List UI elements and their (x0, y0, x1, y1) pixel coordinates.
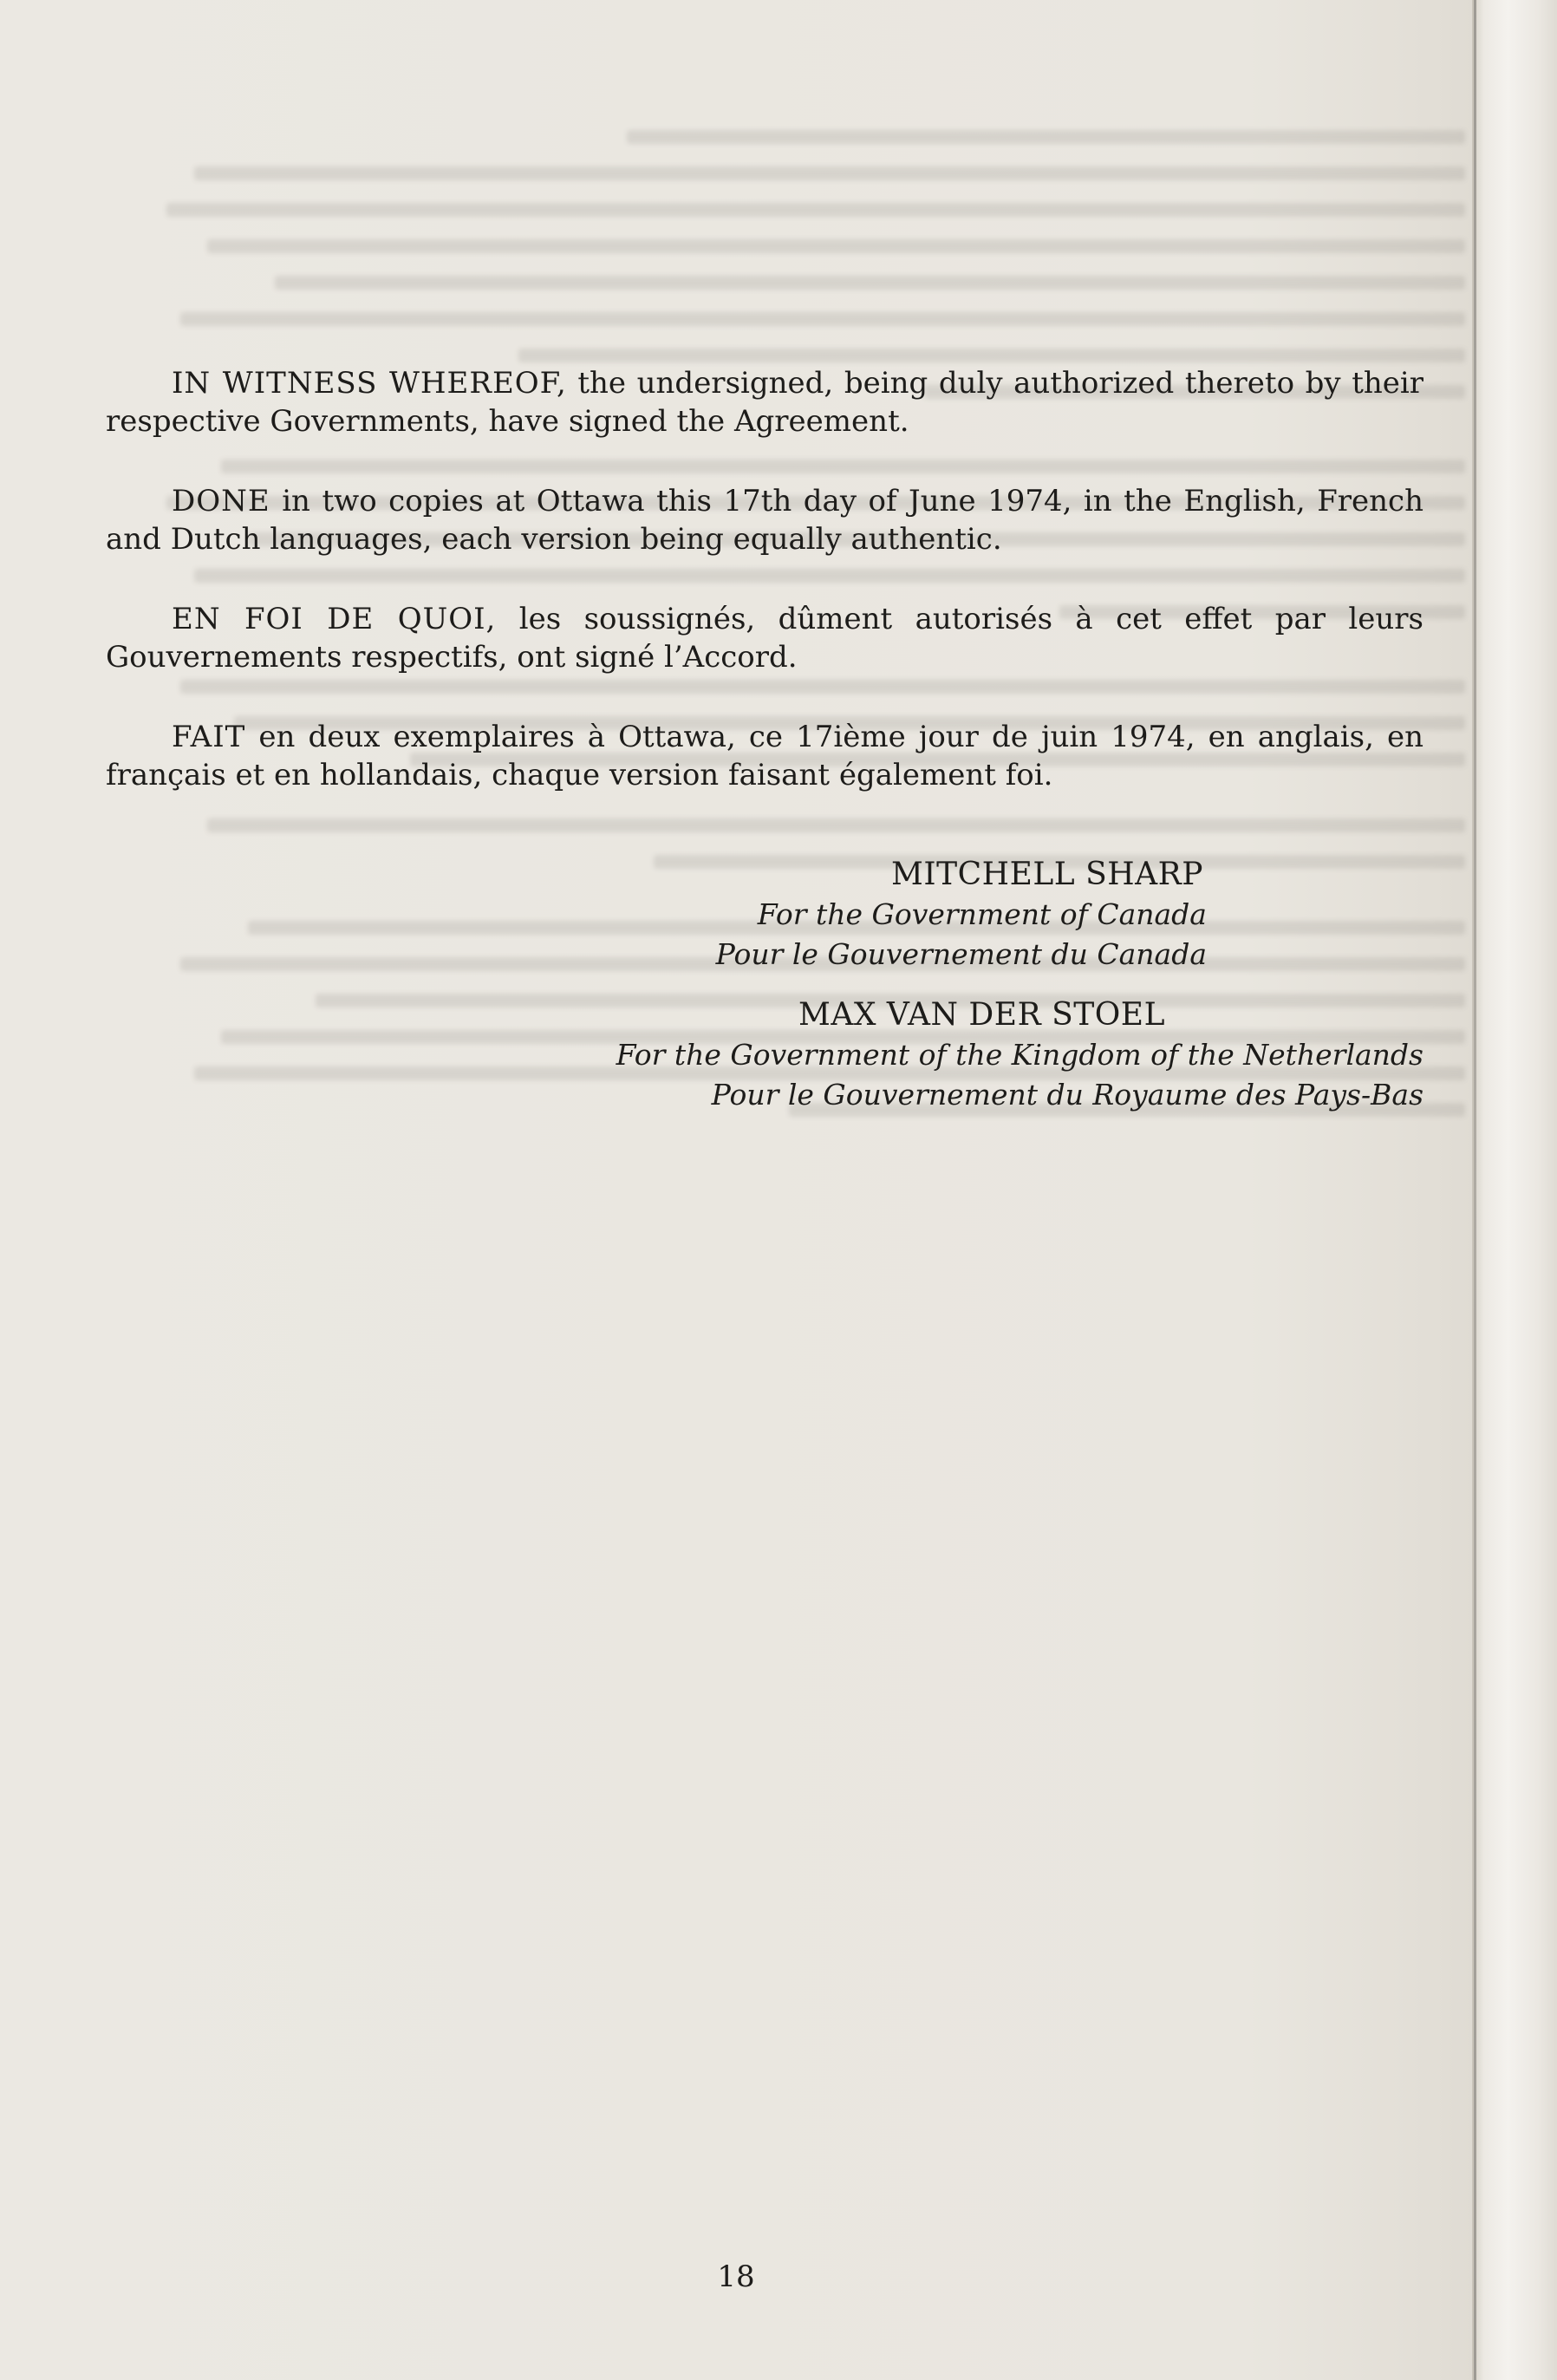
en-foi-paragraph (106, 600, 1423, 676)
paragraph-lead: EN FOI DE QUOI, (172, 602, 497, 636)
page-number: 18 (717, 2259, 755, 2294)
signature-block-netherlands (106, 995, 1423, 1115)
done-paragraph (106, 482, 1423, 558)
paragraph-lead: IN WITNESS WHEREOF, (172, 366, 567, 401)
signature-block-canada (106, 855, 1423, 975)
fait-paragraph (106, 718, 1423, 794)
signatory-role-en: For the Government of the Kingdom of the Netherlands (616, 1038, 1423, 1072)
paragraph-text: en deux exemplaires à Ottawa, ce 17ième jour de juin 1974, en anglais, en français et en hollandais, chaque version faisant également foi. (106, 720, 1423, 792)
paragraph-lead: FAIT (172, 720, 246, 754)
signatory-role-fr: Pour le Gouvernement du Canada (715, 937, 1207, 971)
signatory-role-fr: Pour le Gouvernement du Royaume des Pays-Bas (711, 1078, 1423, 1112)
signatory-name: MAX VAN DER STOEL (798, 997, 1165, 1033)
paragraph-text: in two copies at Ottawa this 17th day of June 1974, in the English, French and Dutch languages, each version being equally authentic. (106, 484, 1423, 557)
book-spine-edge (1472, 0, 1557, 2380)
paragraph-text: les soussignés, dûment autorisés à cet effet par leurs Gouvernements respectifs, ont signé l’Accord. (106, 602, 1424, 675)
signatory-name: MITCHELL SHARP (891, 857, 1203, 892)
signatory-role-en: For the Government of Canada (757, 897, 1207, 931)
paragraph-lead: DONE (172, 484, 270, 518)
document-body (106, 364, 1423, 1115)
binding-line (1474, 0, 1476, 2380)
paragraph-text: the undersigned, being duly authorized thereto by their respective Governments, have signed the Agreement. (106, 366, 1424, 439)
witness-paragraph (106, 364, 1423, 440)
